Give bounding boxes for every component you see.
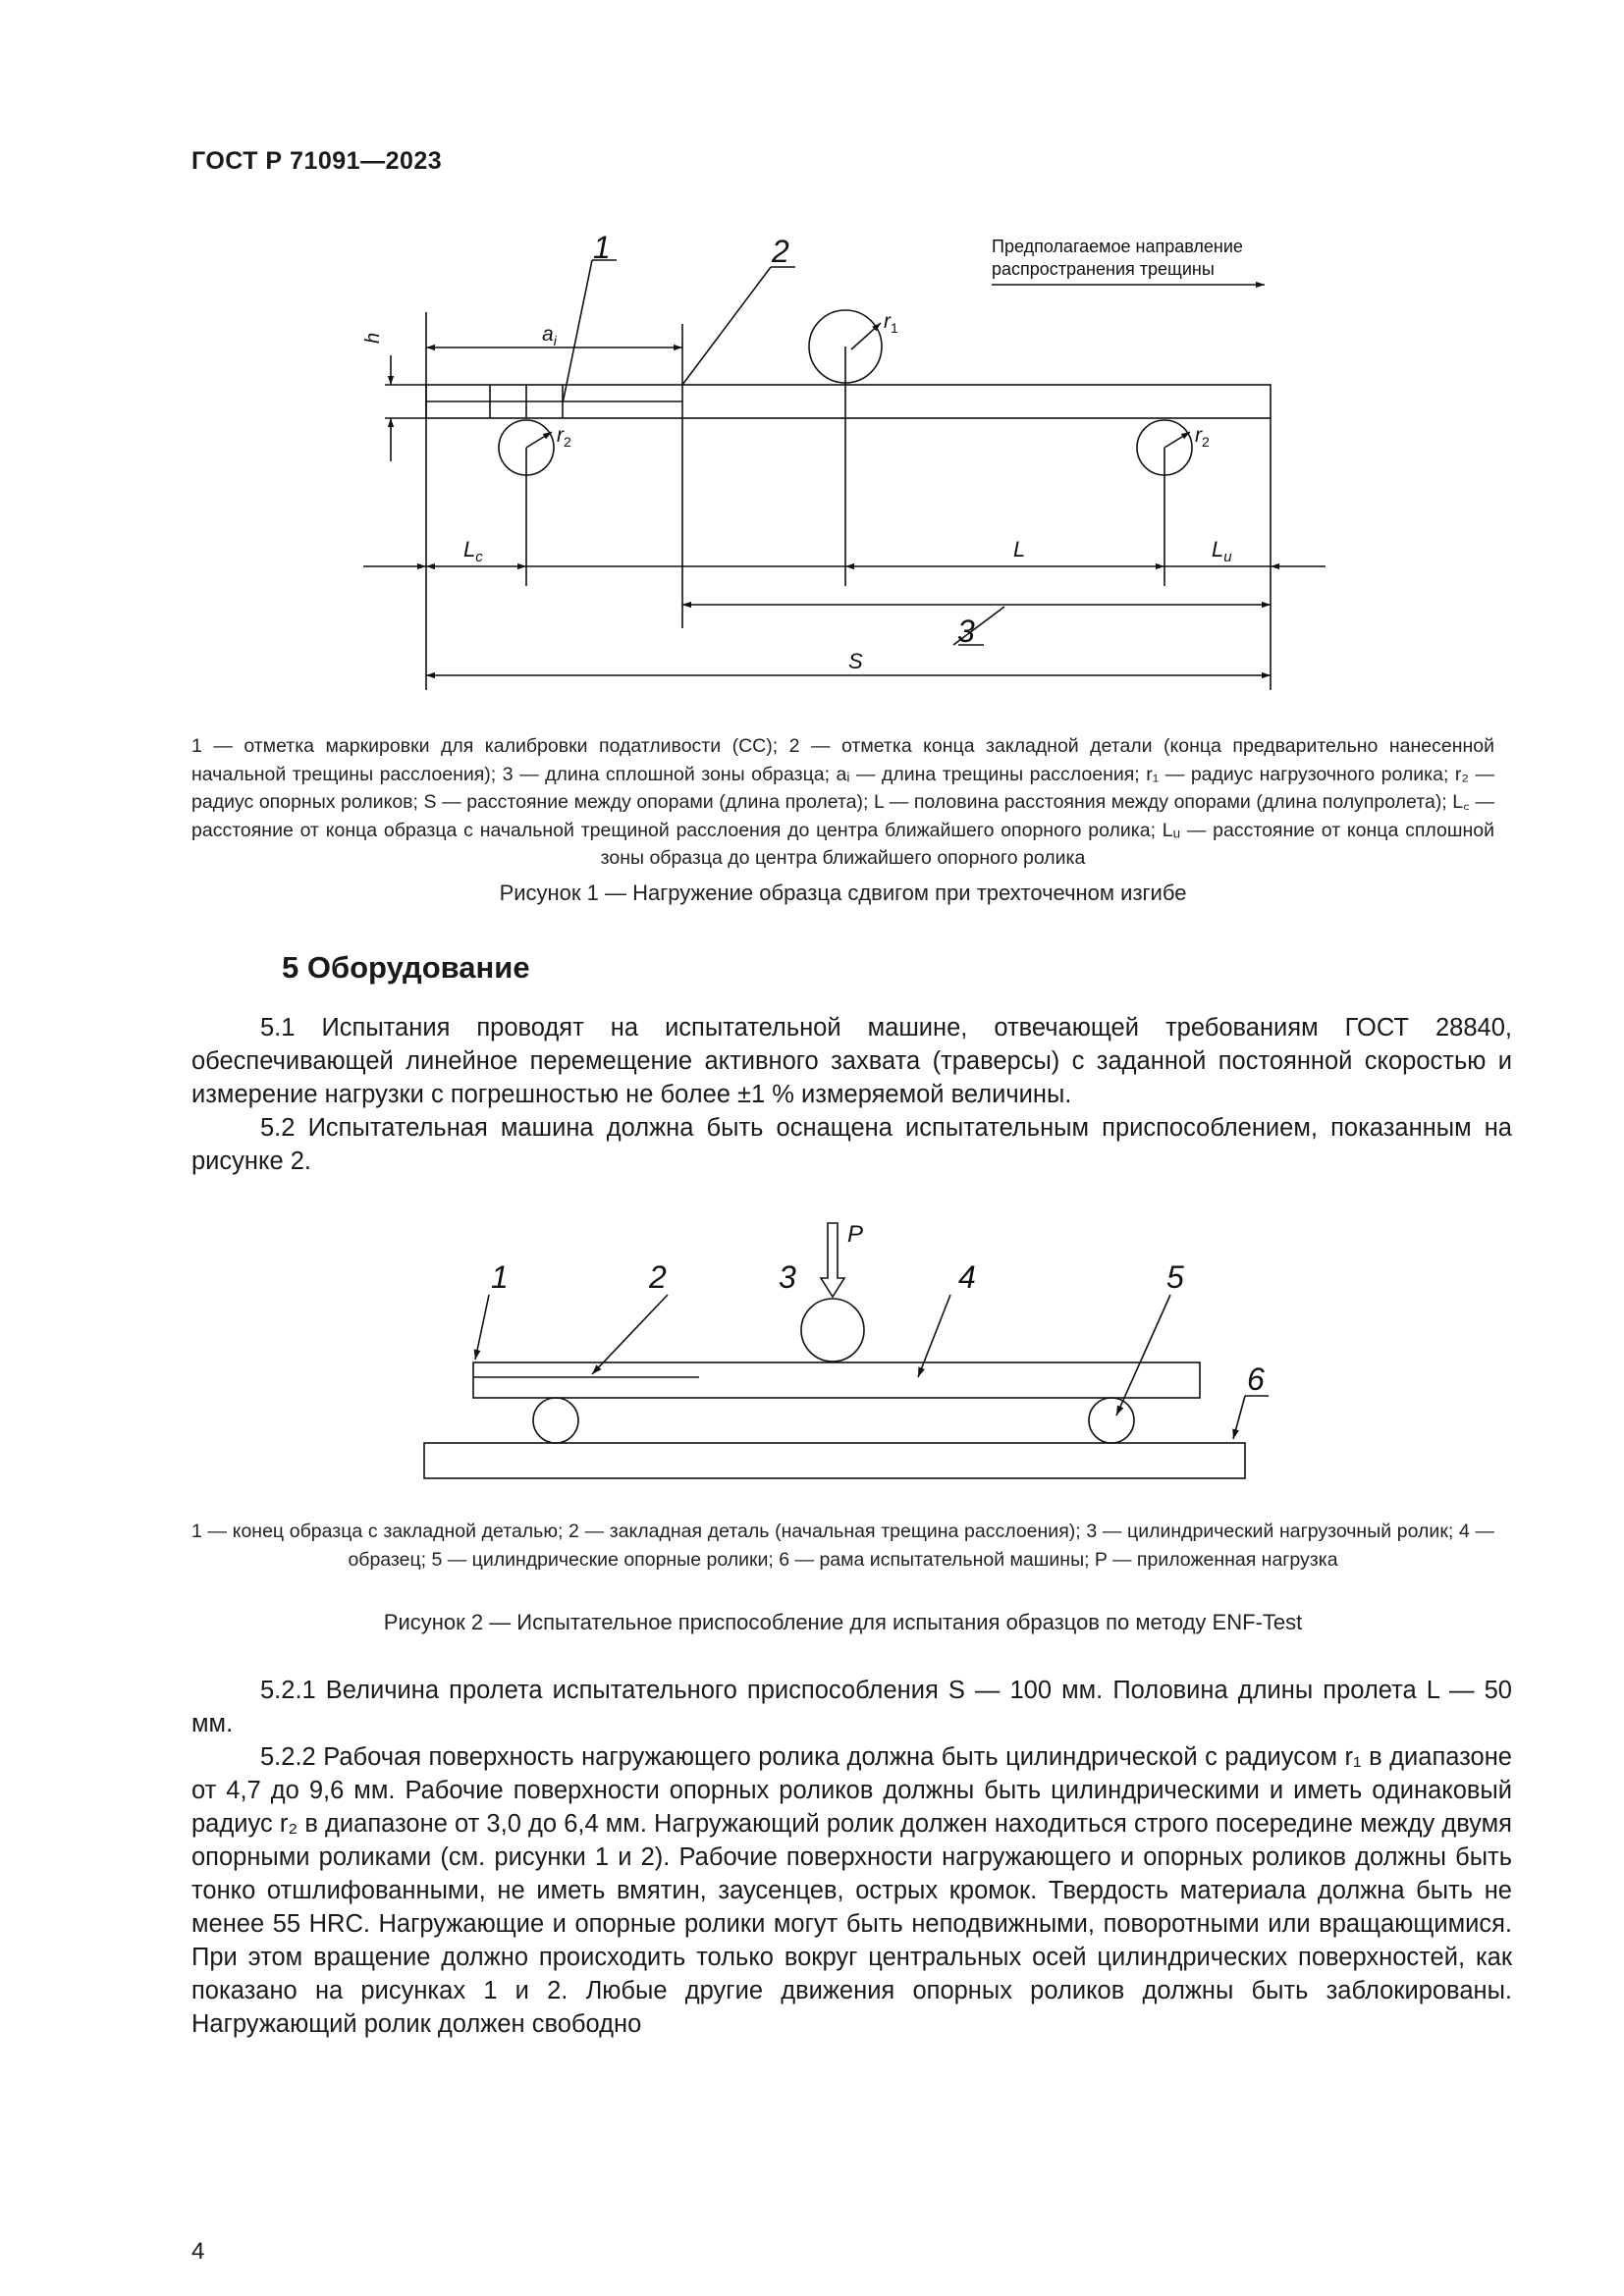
fig1-label-Lc: L	[463, 537, 476, 561]
fig1-label-S: S	[848, 649, 863, 673]
svg-text:ai	[542, 323, 558, 348]
paragraph-5-2: 5.2 Испытательная машина должна быть оснащена испытательным приспособлением, показанным на рисунке 2.	[191, 1114, 1512, 1175]
fig1-label-2: 2	[772, 234, 789, 269]
fig2-label-4: 4	[958, 1259, 976, 1295]
figure-2-legend: 1 — конец образца с закладной деталью; 2 — закладная деталь (начальная трещина расслоения); 3 — цилиндрический нагрузочный ролик; 4 — образец; 5 — цилиндрические опорные ролики; 6 — рама испытательной машины; P — приложенная нагрузка	[191, 1521, 1494, 1571]
fig2-label-P: P	[847, 1221, 864, 1248]
fig1-label-ai-sub: i	[553, 333, 557, 348]
fig2-loading-roller	[801, 1299, 864, 1362]
fig2-label-3: 3	[779, 1259, 796, 1295]
document-header: ГОСТ Р 71091—2023	[191, 147, 443, 175]
svg-text:Lu	[1212, 537, 1232, 565]
fig2-support-roller-left	[533, 1398, 578, 1443]
paragraph-5-2-2: 5.2.2 Рабочая поверхность нагружающего ролика должна быть цилиндрической с радиусом r₁ в диапазоне от 4,7 до 9,6 мм. Рабочие поверхности опорных роликов должны быть цилиндрическими и иметь одинаковый радиус r₂ в диапазоне от 3,0 до 6,4 мм. Нагружающий ролик должен находиться строго посередине между двумя опорными роликами (см. рисунки 1 и 2). Рабочие поверхности нагружающего и опорных роликов должны быть тонко отшлифованными, не иметь вмятин, заусенцев, острых кромок. Твердость материала должна быть не менее 55 HRC. Нагружающие и опорные ролики могут быть неподвижными, поворотными или вращающимися. При этом вращение должно происходить только вокруг центральных осей цилиндрических поверхностей, как показано на рисунках 1 и 2. Любые другие движения опорных роликов должны быть заблокированы. Нагружающий ролик должен свободно	[191, 1743, 1512, 2038]
fig1-label-3: 3	[957, 614, 975, 649]
fig2-label-6: 6	[1247, 1362, 1265, 1397]
svg-text:Lc	[463, 537, 483, 565]
fig1-direction-note-line1: Предполагаемое направление	[992, 237, 1243, 256]
fig1-label-r1: r	[884, 310, 891, 333]
paragraph-5-2-1: 5.2.1 Величина пролета испытательного приспособления S — 100 мм. Половина длины пролета L — 50 мм.	[191, 1677, 1512, 1737]
section-5-title: 5 Оборудование	[282, 950, 530, 985]
figure-1-diagram	[0, 226, 1624, 717]
figure-2-diagram	[0, 1212, 1624, 1487]
fig2-label-2: 2	[649, 1259, 667, 1295]
fig1-label-Lu: L	[1212, 537, 1224, 561]
fig1-label-r1-sub: 1	[891, 320, 898, 336]
fig1-label-h: h	[362, 332, 384, 344]
fig1-label-Lu-sub: u	[1223, 549, 1232, 565]
fig1-label-r2-left: r	[557, 424, 564, 447]
fig2-specimen	[473, 1362, 1200, 1398]
fig1-label-r2-right-sub: 2	[1202, 434, 1210, 450]
fig1-label-r2-left-sub: 2	[564, 434, 571, 450]
figure-2-caption: Рисунок 2 — Испытательное приспособление для испытания образцов по методу ENF-Test	[383, 1610, 1303, 1634]
fig1-label-Lc-sub: c	[475, 549, 483, 565]
svg-text:r2	[1195, 424, 1210, 450]
fig1-direction-note-line2: распространения трещины	[992, 259, 1215, 279]
figure-1-caption: Рисунок 1 — Нагружение образца сдвигом при трехточечном изгибе	[499, 881, 1187, 905]
fig1-label-ai: a	[542, 323, 554, 346]
paragraph-5-1: 5.1 Испытания проводят на испытательной машине, отвечающей требованиям ГОСТ 28840, обеспечивающей линейное перемещение активного захвата (траверсы) с заданной постоянной скоростью и измерение нагрузки с погрешностью не более ±1 % измеряемой величины.	[191, 1014, 1512, 1108]
section-5-body	[191, 1011, 1512, 1178]
figure-1-legend: 1 — отметка маркировки для калибровки податливости (CC); 2 — отметка конца закладной детали (конца предварительно нанесенной начальной трещины расслоения); 3 — длина сплошной зоны образца; aᵢ — длина трещины расслоения; r₁ — радиус нагрузочного ролика; r₂ — радиус опорных роликов; S — расстояние между опорами (длина пролета); L — половина расстояния между опорами (длина полупролета); L꜀ — расстояние от конца образца с начальной трещиной расслоения до центра ближайшего опорного ролика; Lᵤ — расстояние от конца сплошной зоны образца до центра ближайшего опорного ролика	[191, 735, 1494, 869]
fig2-label-5: 5	[1166, 1259, 1184, 1295]
fig2-label-1: 1	[491, 1259, 509, 1295]
subsections-body	[191, 1674, 1512, 2041]
load-arrow	[821, 1223, 844, 1297]
machine-frame	[424, 1443, 1245, 1478]
fig1-label-r2-right: r	[1195, 424, 1202, 447]
svg-text:r1	[884, 310, 898, 336]
fig2-support-roller-right	[1089, 1398, 1134, 1443]
svg-text:r2	[557, 424, 571, 450]
page-number: 4	[191, 2238, 205, 2265]
fig1-label-1: 1	[593, 230, 611, 265]
fig1-label-L: L	[1013, 537, 1026, 561]
